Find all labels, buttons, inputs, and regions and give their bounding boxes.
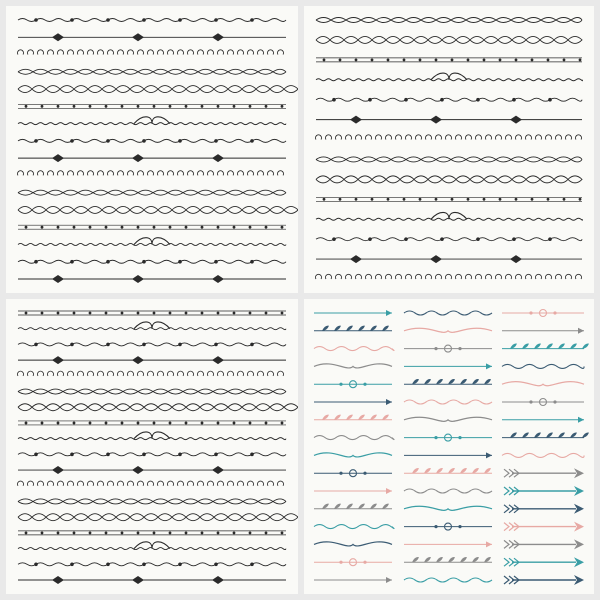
colored-divider (504, 539, 584, 549)
divider-row (18, 576, 286, 584)
divider-row (316, 212, 583, 220)
divider-row (316, 18, 582, 23)
colored-divider (404, 468, 492, 473)
colored-divider (314, 310, 392, 316)
divider-row (316, 135, 582, 140)
colored-divider (504, 504, 584, 514)
colored-divider (314, 542, 392, 546)
colored-divider (314, 415, 392, 420)
divider-row (18, 356, 286, 364)
colored-divider (504, 557, 584, 567)
colored-divider (314, 504, 392, 509)
divider-row (18, 343, 286, 347)
colored-divider (314, 488, 392, 494)
colored-divider (404, 363, 492, 369)
colored-divider (314, 399, 392, 405)
divider-row (18, 190, 286, 195)
divider-row (316, 58, 582, 62)
colored-divider (404, 489, 492, 493)
divider-row (316, 36, 582, 43)
divider-set-4 (304, 299, 594, 594)
divider-row (316, 176, 582, 183)
colored-divider (504, 468, 584, 478)
colored-divider (404, 523, 492, 530)
divider-row (18, 421, 286, 425)
panel-lace-borders (304, 6, 594, 293)
colored-divider (314, 381, 392, 388)
panel-colored-arrows-dividers (304, 299, 594, 594)
colored-divider (504, 575, 584, 585)
divider-row (18, 139, 286, 143)
divider-row (316, 197, 582, 201)
colored-divider (502, 343, 589, 348)
divider-row (316, 116, 582, 124)
divider-row (18, 371, 284, 376)
divider-row (18, 481, 284, 486)
colored-divider (404, 311, 492, 315)
divider-row (18, 531, 286, 535)
divider-set-3 (6, 299, 298, 594)
colored-divider (504, 522, 584, 532)
colored-divider (404, 452, 492, 458)
divider-set-2 (304, 6, 594, 293)
colored-divider (314, 470, 392, 477)
divider-row (18, 225, 286, 229)
divider-row (18, 206, 298, 213)
colored-divider (502, 310, 584, 317)
divider-row (316, 255, 582, 263)
colored-divider (502, 432, 589, 437)
divider-row (316, 73, 583, 81)
divider-row (18, 453, 286, 457)
colored-divider (404, 328, 492, 332)
divider-row (18, 171, 284, 176)
divider-row (18, 50, 284, 55)
colored-divider (314, 559, 392, 566)
colored-divider (314, 364, 392, 368)
divider-row (18, 562, 286, 566)
colored-divider (404, 345, 492, 352)
divider-row (18, 18, 286, 22)
colored-divider (314, 577, 392, 583)
divider-row (18, 404, 298, 411)
divider-row (316, 274, 582, 279)
colored-divider (404, 578, 492, 582)
colored-divider (314, 326, 392, 331)
divider-row (316, 157, 582, 162)
divider-row (18, 311, 286, 315)
divider-row (18, 275, 286, 283)
colored-divider (502, 364, 584, 368)
divider-row (18, 69, 286, 74)
divider-row (18, 154, 286, 162)
panel-classic-dividers (6, 6, 298, 293)
divider-row (316, 98, 582, 102)
colored-divider (502, 328, 584, 334)
colored-divider (404, 400, 492, 404)
colored-divider (314, 347, 394, 351)
divider-row (18, 260, 286, 264)
divider-row (18, 117, 286, 125)
divider-row (18, 322, 286, 330)
colored-divider (404, 557, 492, 562)
colored-divider (404, 541, 492, 547)
panel-scroll-dividers (6, 299, 298, 594)
colored-divider (502, 399, 584, 406)
divider-row (18, 514, 298, 521)
divider-row (18, 466, 286, 474)
colored-divider (314, 453, 392, 457)
colored-divider (404, 434, 492, 441)
colored-divider (404, 417, 492, 421)
colored-divider (502, 453, 584, 457)
divider-row (18, 432, 286, 440)
colored-divider (314, 525, 394, 529)
divider-row (18, 33, 286, 41)
colored-divider (502, 382, 584, 386)
colored-divider (314, 436, 394, 440)
divider-row (18, 542, 286, 550)
divider-row (316, 237, 582, 241)
divider-row (18, 238, 286, 246)
colored-divider (404, 379, 492, 384)
divider-row (18, 86, 298, 93)
colored-divider (404, 506, 492, 510)
divider-row (18, 104, 286, 108)
divider-set-1 (6, 6, 298, 293)
divider-row (18, 499, 286, 504)
colored-divider (504, 486, 584, 496)
colored-divider (502, 417, 584, 423)
divider-row (18, 389, 286, 394)
